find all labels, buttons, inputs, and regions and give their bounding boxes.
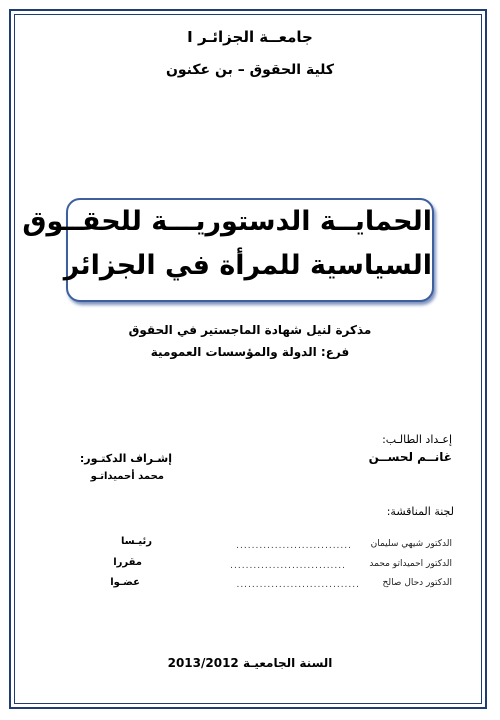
- committee-label: لجنة المناقشة:: [386, 505, 454, 518]
- supervisor-name: محمد أحميداتـو: [90, 471, 164, 482]
- degree-statement: مذكرة لنيل شهادة الماجستير في الحقوق: [128, 323, 372, 337]
- page-border-inner: [14, 14, 482, 704]
- dotted-leader: ..............................: [230, 561, 346, 571]
- dotted-leader: ..............................: [236, 541, 352, 551]
- student-name: غانــم لحســن: [368, 450, 452, 464]
- thesis-title-line-2: السياسية للمرأة في الجزائر: [63, 250, 432, 281]
- dotted-leader: ................................: [236, 580, 360, 590]
- faculty-name: كلية الحقوق – بن عكنون: [165, 62, 335, 78]
- preparation-label: إعـداد الطالـب:: [382, 433, 452, 446]
- committee-member-role: عضـوا: [110, 577, 140, 588]
- academic-year: السنة الجامعيـة 2013/2012: [167, 656, 333, 670]
- committee-member-name: الدكتور شيهي سليمان: [370, 539, 452, 549]
- supervision-label: إشـراف الدكتـور:: [79, 452, 172, 465]
- title-box: [22, 198, 434, 302]
- university-name: جامعــة الجزائـر I: [187, 28, 313, 46]
- branch-statement: فرع: الدولة والمؤسسات العمومية: [150, 345, 350, 359]
- committee-member-name: الدكتور دحال صالح: [382, 578, 452, 588]
- committee-member-role: رئيـسا: [121, 536, 152, 547]
- committee-member-role: مقررا: [113, 557, 142, 568]
- thesis-title-line-1: الحمايــة الدستوريـــة للحقــوق: [22, 206, 432, 237]
- committee-member-name: الدكتور احميداتو محمد: [369, 559, 452, 569]
